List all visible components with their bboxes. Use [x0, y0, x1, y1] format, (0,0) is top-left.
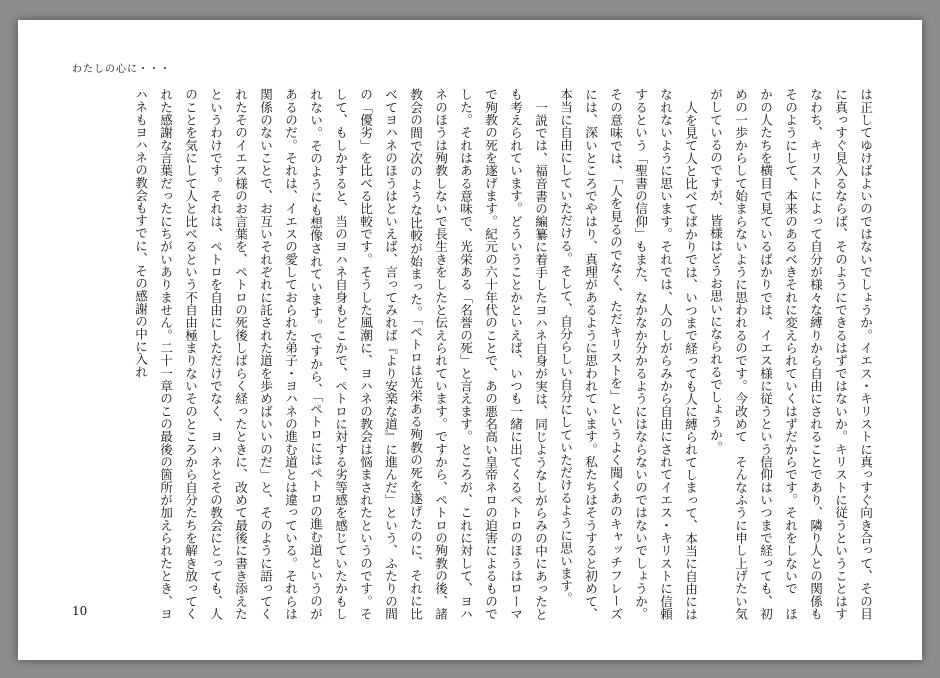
page-number: 10 — [72, 604, 88, 618]
paragraph-3: 一説では、福音書の編纂に着手したヨハネ自身が実は、同じようなしがらみの中にあったとも考えられています。どういうことかといえば、いつも一緒に出てくるペトロのほうはローマで殉教の死を遂げます。紀元の六十年代のことで、あの悪名高い皇帝ネロの迫害によるものでした。それはある意味で、光栄ある「名誉の死」と言えます。ところが、これに対して、ヨハネのほうは殉教しないで長生きをしたと伝えられています。ですから、ペトロの殉教の後、諸教会の間で次のような比較が始まった。「ペトロは光栄ある殉教の死を遂げたのに、それに比べてヨハネのほうはといえば、言ってみれば『より安楽な道』に進んだ」という、ふたりの間の「優劣」を比べる比較です。そうした風潮に、ヨハネの教会は悩まされたというのです。そして、もしかすると、当のヨハネ自身もどこかで、ペトロに対する劣等感を感じていたかもしれない。そのようにも想像されています。ですから、「ペトロにはペトロの進む道というのがあるのだ。それは、イエスの愛しておられた弟子・ヨハネの進む道とは違っている。それらは関係のないことで、お互いそれぞれに託された道を歩めばいいのだ」と、そのように語ってくれたそのイエス様のお言葉を、ペトロの死後しばらく経ったときに、改めて最後に書き添えたというわけです。それは、ペトロを自由にしただけでなく、ヨハネとその教会にとっても、人のことを気にして人と比べるという不自由極まりないそのところから自分たちを解き放ってくれた感謝な言葉だったにちがいありません。二十一章のこの最後の箇所が加えられたとき、ヨハネもヨハネの教会もすでに、その感謝の中に入れ — [133, 88, 548, 620]
paragraph-1: は正してゆけばよいのではないでしょうか。イエス・キリストに真っすぐ向き合って、その目に真っすぐ見入るならば、そのようにできるはずではないか。キリストに従うということはすなわち、キリストによって自分が様々な縛りから自由にされることであり、隣り人との関係もそのようにして、本来のあるべきそれに変えられていくはずだからです。それをしないで ほかの人たちを横目で見ているばかりでは、イエス様に従うという信仰はいつまで経っても、初めの一歩からして始まらないように思われるのです。今改めて そんなふうに申し上げたい気がしているのですが、皆様はどうお思いになられるでしょうか。 — [708, 88, 873, 620]
paragraph-2: 人を見て人と比べてばかりでは、いつまで経っても人に縛られてしまって、本当に自由にはなれないように思います。それでは、人のしがらみから自由にされてイエス・キリストに信頼するという「聖書の信仰」もまた、なかなか分かるようにはならないのではないでしょうか。その意味では、「人を見るのでなく、ただキリストを」というよく聞くあのキャッチフレーズには、深いところでやはり、真理があるように思われています。私たちはそうすると初めて、本当に自由にしていただける。そして、自分らしい自分にしていただけるように思います。 — [558, 88, 698, 620]
body-text — [78, 88, 878, 620]
document-page — [18, 20, 922, 660]
running-head: わたしの心に・・・ — [72, 64, 171, 75]
